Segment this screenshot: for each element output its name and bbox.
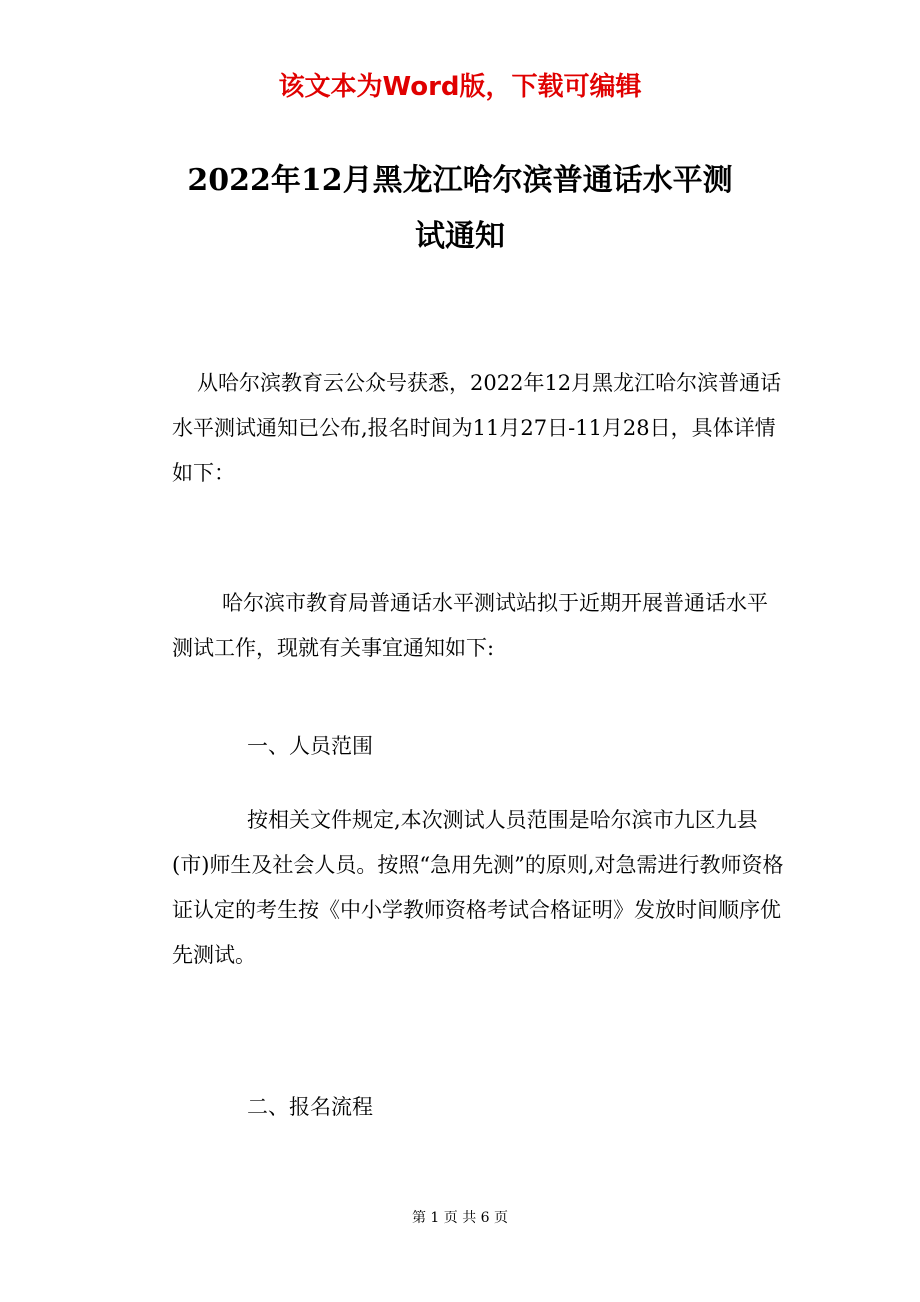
title-line-2: 试通知 xyxy=(415,219,505,254)
page-number: 第 1 页 共 6 页 xyxy=(411,1210,509,1226)
download-banner: 该文本为Word版，下载可编辑 xyxy=(278,72,642,102)
notice-paragraph: 哈尔滨市教育局普通话水平测试站拟于近期开展普通话水平测试工作，现就有关事宜通知如下: xyxy=(172,591,768,660)
section-heading-registration: 二、报名流程 xyxy=(247,1095,373,1119)
document-title xyxy=(140,153,780,265)
intro-paragraph: 从哈尔滨教育云公众号获悉，2022年12月黑龙江哈尔滨普通话水平测试通知已公布,报名时间为11月27日-11月28日，具体详情如下： xyxy=(172,371,782,485)
scope-paragraph: 按相关文件规定,本次测试人员范围是哈尔滨市九区九县(市)师生及社会人员。按照“急用先测”的原则,对急需进行教师资格证认定的考生按《中小学教师资格考试合格证明》发放时间顺序优先测试。 xyxy=(172,808,784,967)
title-line-1: 2022年12月黑龙江哈尔滨普通话水平测 xyxy=(187,163,733,198)
section-heading-scope: 一、人员范围 xyxy=(247,734,373,758)
